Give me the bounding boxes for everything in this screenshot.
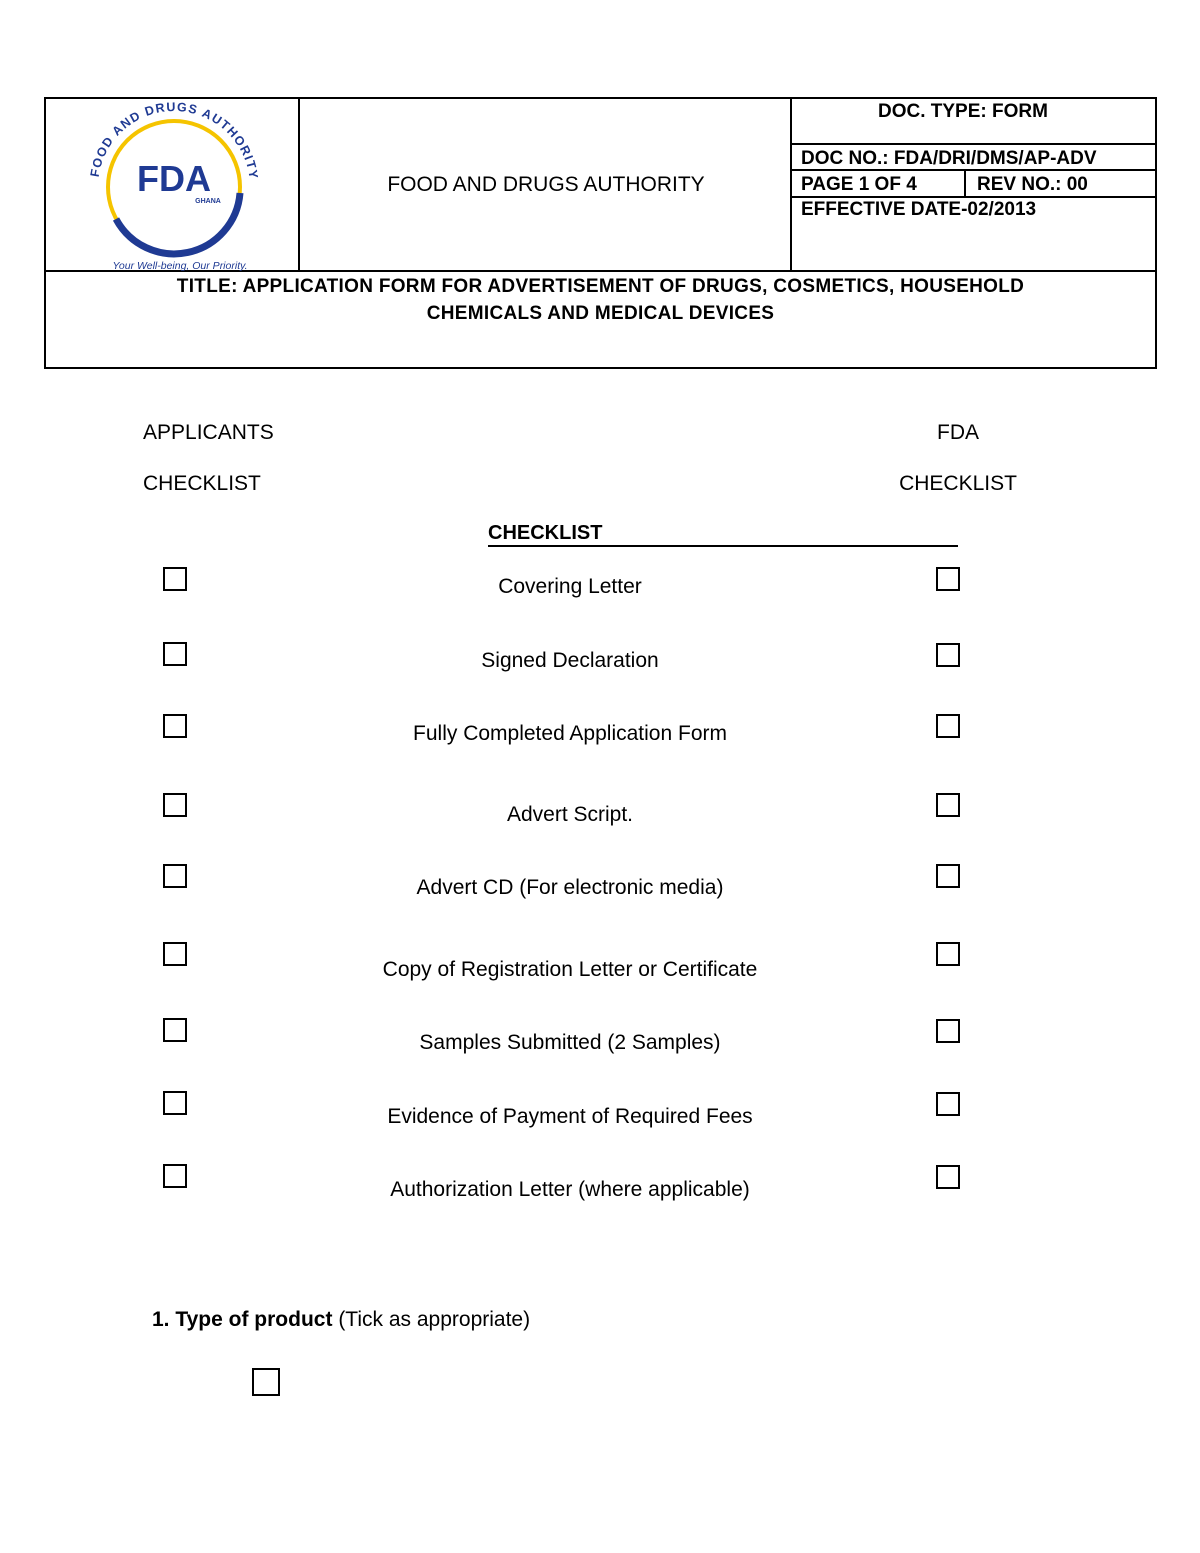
fda-heading-line-1: FDA — [937, 421, 979, 444]
organization-name-text: FOOD AND DRUGS AUTHORITY — [387, 173, 705, 196]
checklist-item-label: Advert CD (For electronic media) — [416, 876, 724, 899]
applicant-checkbox[interactable] — [163, 642, 187, 666]
section-number: 1. — [152, 1308, 170, 1331]
header-divider — [790, 196, 1157, 198]
checklist-heading-underline — [488, 545, 958, 547]
doc-type: DOC. TYPE: FORM — [878, 101, 1048, 122]
applicants-column-heading — [143, 421, 274, 496]
checklist-item-label: Authorization Letter (where applicable) — [390, 1178, 750, 1201]
fda-checkbox[interactable] — [936, 864, 960, 888]
section-type-of-product — [152, 1308, 530, 1332]
applicant-checkbox[interactable] — [163, 1164, 187, 1188]
fda-checkbox[interactable] — [936, 643, 960, 667]
fda-checkbox[interactable] — [936, 567, 960, 591]
section-hint: (Tick as appropriate) — [338, 1308, 531, 1331]
header-divider — [964, 171, 966, 197]
applicant-checkbox[interactable] — [163, 942, 187, 966]
checklist-item-label: Fully Completed Application Form — [413, 722, 727, 745]
checklist-heading: CHECKLIST — [488, 522, 603, 544]
checklist-item-label: Evidence of Payment of Required Fees — [387, 1105, 753, 1128]
fda-checkbox[interactable] — [936, 714, 960, 738]
checklist-item-label: Advert Script. — [506, 803, 634, 826]
applicant-checkbox[interactable] — [163, 1091, 187, 1115]
document-title — [46, 273, 1155, 327]
document-header — [44, 97, 1157, 369]
product-type-checkbox[interactable] — [252, 1368, 280, 1396]
fda-checkbox[interactable] — [936, 1165, 960, 1189]
fda-heading-line-2: CHECKLIST — [899, 472, 1017, 495]
document-title-line-2: CHEMICALS AND MEDICAL DEVICES — [426, 303, 775, 324]
checklist-item-label: Signed Declaration — [481, 649, 659, 672]
applicant-checkbox[interactable] — [163, 714, 187, 738]
checklist-item-label: Covering Letter — [498, 575, 642, 598]
applicant-checkbox[interactable] — [163, 864, 187, 888]
logo-ring-text: FOOD AND DRUGS AUTHORITY — [87, 99, 261, 181]
applicants-heading-line-1: APPLICANTS — [143, 421, 274, 444]
applicant-checkbox[interactable] — [163, 1018, 187, 1042]
logo-emblem-text: FDA — [137, 158, 211, 199]
organization-name — [301, 99, 791, 271]
checklist-item-label: Samples Submitted (2 Samples) — [419, 1031, 721, 1054]
page-number: PAGE 1 OF 4 — [801, 174, 917, 195]
fda-checkbox[interactable] — [936, 1092, 960, 1116]
applicants-heading-line-2: CHECKLIST — [143, 472, 261, 495]
applicant-checkbox[interactable] — [163, 567, 187, 591]
section-title: Type of product — [175, 1308, 333, 1331]
checklist-item-label: Copy of Registration Letter or Certificate — [382, 958, 758, 981]
doc-number: DOC NO.: FDA/DRI/DMS/AP-ADV — [801, 148, 1097, 169]
fda-checkbox[interactable] — [936, 1019, 960, 1043]
logo-country: GHANA — [195, 198, 221, 205]
fda-column-heading — [892, 421, 1024, 496]
fda-logo — [46, 99, 299, 271]
effective-date: EFFECTIVE DATE-02/2013 — [801, 199, 1037, 220]
logo-tagline: Your Well-being, Our Priority. — [112, 260, 248, 271]
applicant-checkbox[interactable] — [163, 793, 187, 817]
document-title-line-1: TITLE: APPLICATION FORM FOR ADVERTISEMENT OF DRUGS, COSMETICS, HOUSEHOLD — [176, 276, 1025, 297]
fda-checkbox[interactable] — [936, 793, 960, 817]
fda-checkbox[interactable] — [936, 942, 960, 966]
revision-number: REV NO.: 00 — [977, 174, 1088, 195]
header-divider — [790, 143, 1157, 145]
